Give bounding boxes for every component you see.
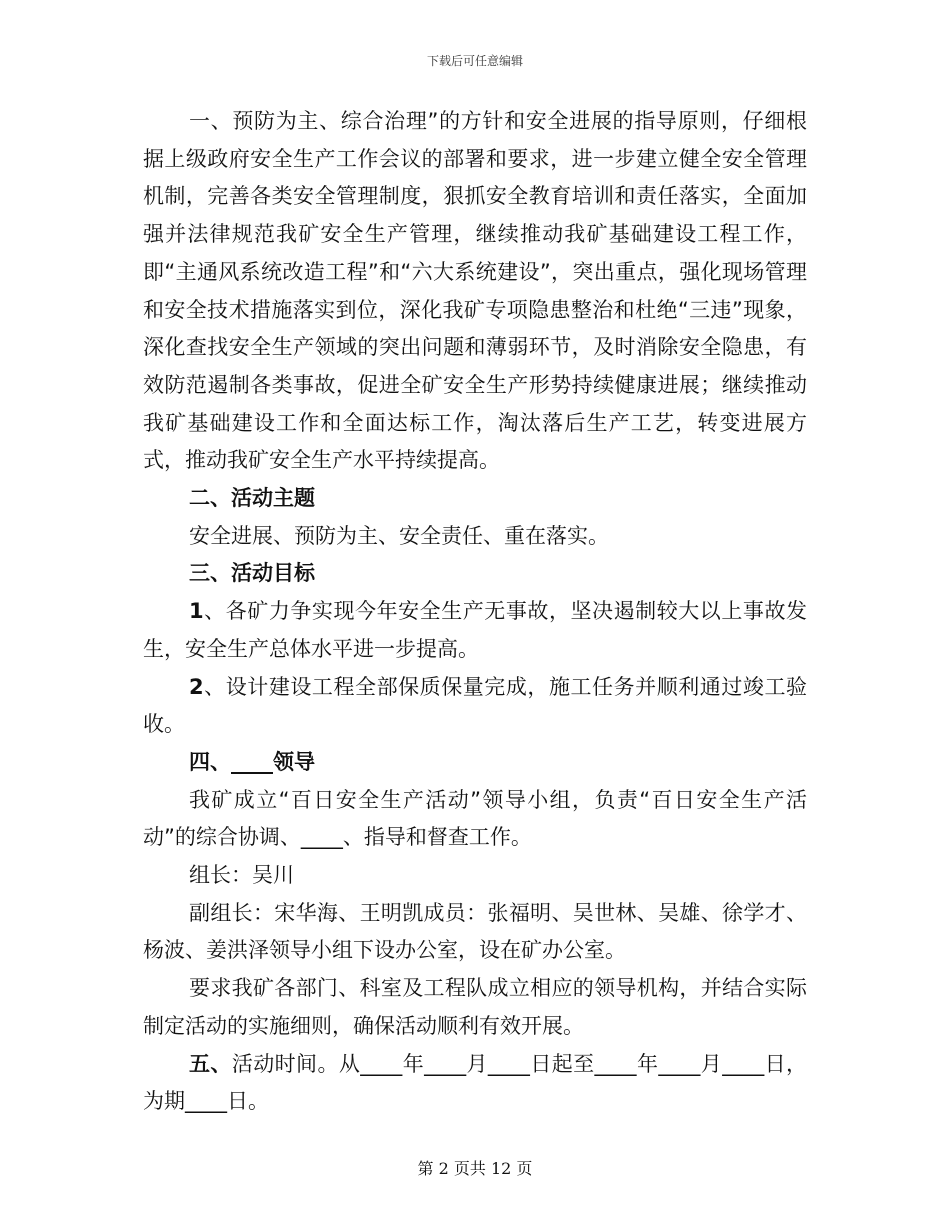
- document-body: [143, 103, 807, 1121]
- paragraph-goal-2: [143, 669, 807, 744]
- page-footer: 第 2 页共 12 页: [417, 1159, 533, 1178]
- paragraph-leadership-group: 我矿成立“百日安全生产活动”领导小组，负责“百日安全生产活动”的综合协调、____、指导和督查工作。: [143, 787, 807, 850]
- heading-leadership: 四、____领导: [189, 749, 315, 774]
- paragraph-department-requirements: 要求我矿各部门、科室及工程队成立相应的领导机构，并结合实际制定活动的实施细则，确保活动顺利有效开展。: [143, 976, 807, 1038]
- paragraph-guiding-principle: 一、预防为主、综合治理”的方针和安全进展的指导原则，仔细根据上级政府安全生产工作会议的部署和要求，进一步建立健全安全管理机制，完善各类安全管理制度，狠抓安全教育培训和责任落实，全面加强并法律规范我矿安全生产管理，继续推动我矿基础建设工程工作，即“主通风系统改造工程”和“六大系统建设”，突出重点，强化现场管理和安全技术措施落实到位，深化我矿专项隐患整治和杜绝“三违”现象，深化查找安全生产领域的突出问题和薄弱环节，及时消除安全隐患，有效防范遏制各类事故，促进全矿安全生产形势持续健康进展；继续推动我矿基础建设工作和全面达标工作，淘汰落后生产工艺，转变进展方式，推动我矿安全生产水平持续提高。: [143, 109, 807, 473]
- activity-time-text: 活动时间。从____年____月____日起至____年____月____日，为期____日。: [143, 1051, 808, 1114]
- activity-time-lead: 五、: [189, 1051, 232, 1076]
- heading-activity-theme: 二、活动主题: [189, 486, 315, 511]
- goal-1-number: 1: [189, 599, 204, 624]
- paragraph-group-members: 副组长：宋华海、王明凯成员：张福明、吴世林、吴雄、徐学才、杨波、姜洪泽领导小组下设办公室，设在矿办公室。: [143, 900, 807, 963]
- paragraph-group-leader: 组长：吴川: [189, 863, 294, 888]
- heading-activity-goals: 三、活动目标: [189, 561, 315, 586]
- goal-1-text: 、各矿力争实现今年安全生产无事故，坚决遏制较大以上事故发生，安全生产总体水平进一步提高。: [143, 599, 807, 661]
- page-header: 下载后可任意编辑: [426, 54, 523, 68]
- paragraph-goal-1: [143, 593, 807, 668]
- paragraph-activity-theme: 安全进展、预防为主、安全责任、重在落实。: [189, 523, 609, 548]
- paragraph-activity-time: [143, 1046, 807, 1121]
- goal-2-text: 、设计建设工程全部保质保量完成，施工任务并顺利通过竣工验收。: [143, 674, 807, 737]
- goal-2-number: 2: [189, 674, 204, 699]
